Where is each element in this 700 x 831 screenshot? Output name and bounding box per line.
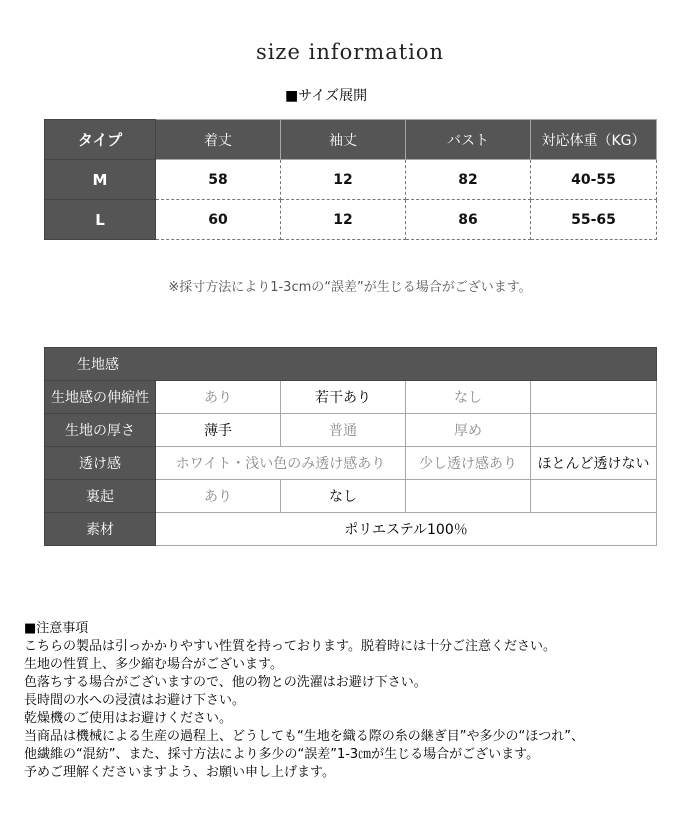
size-table	[44, 119, 657, 240]
table-cell: 少し透け感あり	[406, 447, 531, 480]
note-line: 乾燥機のご使用はお避けください。	[24, 711, 233, 726]
table-cell: 86	[406, 200, 531, 240]
thickness-label: 生地の厚さ	[45, 414, 156, 447]
material-label: 素材	[45, 513, 156, 546]
table-cell: 普通	[281, 414, 406, 447]
notes-section	[24, 620, 694, 782]
header-sleeve: 袖丈	[281, 120, 406, 160]
table-cell	[531, 381, 657, 414]
table-cell: 82	[406, 160, 531, 200]
note-line: こちらの製品は引っかかりやすい性質を持っております。脱着時には十分ご注意ください。	[24, 639, 556, 654]
size-label: M	[45, 160, 156, 200]
header-type: タイプ	[45, 120, 156, 160]
notes-title: ■注意事項	[24, 621, 89, 636]
table-cell: 若干あり	[281, 381, 406, 414]
table-row	[45, 200, 657, 240]
table-cell: 60	[156, 200, 281, 240]
note-line: 他繊維の“混紡”、また、採寸方法により多少の“誤差”1-3㎝が生じる場合がございます。	[24, 747, 540, 762]
note-line: 生地の性質上、多少縮む場合がございます。	[24, 657, 283, 672]
table-cell: 40-55	[531, 160, 657, 200]
table-row	[45, 480, 657, 513]
table-cell: あり	[156, 480, 281, 513]
table-row	[45, 414, 657, 447]
table-cell: 12	[281, 200, 406, 240]
note-line: 予めご理解くださいますよう、お願い申し上げます。	[24, 765, 335, 780]
table-header-row	[45, 120, 657, 160]
table-row	[45, 381, 657, 414]
table-cell: あり	[156, 381, 281, 414]
table-row	[45, 160, 657, 200]
table-cell: 厚め	[406, 414, 531, 447]
table-cell: 12	[281, 160, 406, 200]
table-cell: 58	[156, 160, 281, 200]
size-label: L	[45, 200, 156, 240]
note-line: 色落ちする場合がございますので、他の物との洗濯はお避け下さい。	[24, 675, 427, 690]
table-cell	[531, 480, 657, 513]
table-cell: ホワイト・浅い色のみ透け感あり	[156, 447, 406, 480]
measurement-note: ※採寸方法により1-3cmの“誤差”が生じる場合がございます。	[168, 280, 532, 295]
lining-label: 裏起	[45, 480, 156, 513]
table-cell: 薄手	[156, 414, 281, 447]
header-bust: バスト	[406, 120, 531, 160]
fabric-table	[44, 347, 657, 546]
header-weight: 対応体重（KG）	[531, 120, 657, 160]
table-cell: 55-65	[531, 200, 657, 240]
note-line: 長時間の水への浸漬はお避け下さい。	[24, 693, 246, 708]
fabric-header-row	[45, 348, 657, 381]
section-title-size: ■サイズ展開	[285, 88, 368, 104]
header-length: 着丈	[156, 120, 281, 160]
stretch-label: 生地感の伸縮性	[45, 381, 156, 414]
table-row	[45, 513, 657, 546]
material-value: ポリエステル100％	[156, 513, 657, 546]
table-cell: なし	[406, 381, 531, 414]
fabric-header: 生地感	[45, 348, 657, 381]
table-cell	[406, 480, 531, 513]
sheer-label: 透け感	[45, 447, 156, 480]
note-line: 当商品は機械による生産の過程上、どうしても“生地を織る際の糸の継ぎ目”や多少の“ほつれ”、	[24, 729, 584, 744]
table-cell: なし	[281, 480, 406, 513]
page-title: size information	[255, 40, 445, 64]
table-cell: ほとんど透けない	[531, 447, 657, 480]
table-row	[45, 447, 657, 480]
table-cell	[531, 414, 657, 447]
